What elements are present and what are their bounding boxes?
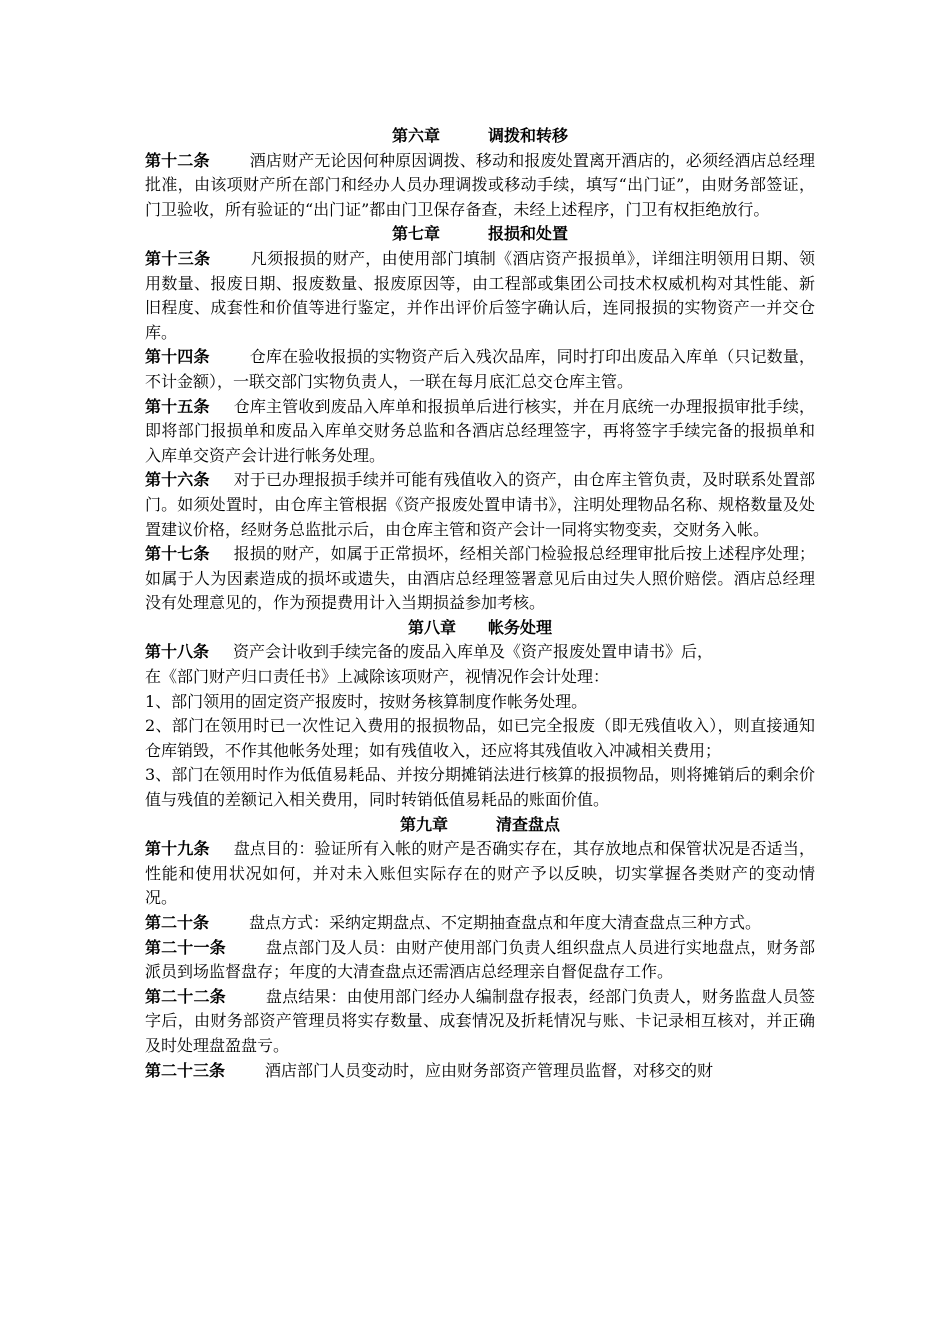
article-23 — [145, 1059, 815, 1084]
chapter-7-title: 第七章 报损和处置 — [391, 224, 568, 244]
article-15-text: 仓库主管收到废品入库单和报损单后进行核实，并在月底统一办理报损审批手续，即将部门报损单和废品入库单交财务总监和各酒店总经理签字，再将签字手续完备的报损单和入库单交资产会计进行帐务处理。 — [145, 396, 815, 465]
article-17 — [145, 542, 815, 616]
article-18-text-1: 资产会计收到手续完备的废品入库单及《资产报废处置申请书》后， — [233, 642, 714, 662]
article-20-label: 第二十条 — [145, 913, 210, 932]
chapter-8-title: 第八章 帐务处理 — [407, 617, 552, 637]
document-page — [145, 124, 815, 1083]
article-21-label: 第二十一条 — [145, 937, 226, 957]
chapter-9-title: 第九章 清查盘点 — [399, 814, 560, 834]
article-17-label: 第十七条 — [145, 544, 210, 564]
article-20 — [145, 911, 815, 936]
article-19-text: 盘点目的：验证所有入帐的财产是否确实存在，其存放地点和保管状况是否适当，性能和使用状况如何，并对未入账但实际存在的财产予以反映，切实掌握各类财产的变动情况。 — [145, 839, 815, 908]
article-13 — [145, 247, 815, 345]
article-18 — [145, 640, 815, 689]
article-18-text-2: 在《部门财产归口责任书》上减除该项财产，视情况作会计处理： — [145, 667, 610, 687]
article-21-text: 盘点部门及人员：由财产使用部门负责人组织盘点人员进行实地盘点，财务部派员到场监督盘存；年度的大清查盘点还需酒店总经理亲自督促盘存工作。 — [145, 937, 815, 982]
article-16 — [145, 468, 815, 542]
article-18-item-3: 3、部门在领用时作为低值易耗品、并按分期摊销法进行核算的报损物品，则将摊销后的剩余价值与残值的差额记入相关费用，同时转销低值易耗品的账面价值。 — [145, 765, 815, 810]
article-18-item-2: 2、部门在领用时已一次性记入费用的报损物品，如已完全报废（即无残值收入），则直接通知仓库销毁，不作其他帐务处理；如有残值收入，还应将其残值收入冲减相关费用； — [145, 716, 815, 760]
article-14 — [145, 345, 815, 394]
article-22 — [145, 985, 815, 1059]
article-15 — [145, 395, 815, 469]
article-14-text: 仓库在验收报损的实物资产后入残次品库，同时打印出废品入库单（只记数量，不计金额），一联交部门实物负责人，一联在每月底汇总交仓库主管。 — [145, 347, 815, 391]
article-13-text: 凡须报损的财产，由使用部门填制《酒店资产报损单》，详细注明领用日期、领用数量、报废日期、报废数量、报废原因等，由工程部或集团公司技术权威机构对其性能、新旧程度、成套性和价值等进行鉴定，并作出评价后签字确认后，连同报损的实物资产一并交仓库。 — [145, 248, 815, 342]
article-19 — [145, 837, 815, 911]
article-14-label: 第十四条 — [145, 347, 210, 367]
article-19-label: 第十九条 — [145, 839, 210, 859]
article-18-label: 第十八条 — [145, 642, 210, 662]
article-16-text: 对于已办理报损手续并可能有残值收入的资产，由仓库主管负责，及时联系处置部门。如须处置时，由仓库主管根据《资产报废处置申请书》，注明处理物品名称、规格数量及处置建议价格，经财务总监批示后，由仓库主管和资产会计一同将实物变卖，交财务入帐。 — [145, 470, 815, 539]
article-23-label: 第二十三条 — [145, 1060, 226, 1080]
article-22-label: 第二十二条 — [145, 986, 226, 1006]
article-20-text: 盘点方式：采纳定期盘点、不定期抽查盘点和年度大清查盘点三种方式。 — [249, 913, 762, 932]
article-18-item-1: 1、部门领用的固定资产报废时，按财务核算制度作帐务处理。 — [145, 691, 588, 711]
article-23-text: 酒店部门人员变动时，应由财务部资产管理员监督，对移交的财 — [265, 1060, 714, 1080]
article-12 — [145, 149, 815, 223]
article-15-label: 第十五条 — [145, 396, 210, 416]
article-12-text: 酒店财产无论因何种原因调拨、移动和报废处置离开酒店的，必须经酒店总经理批准，由该项财产所在部门和经办人员办理调拨或移动手续，填写“出门证”，由财务部签证，门卫验收，所有验证的“出门证”都由门卫保存备查，未经上述程序，门卫有权拒绝放行。 — [145, 150, 815, 219]
article-12-label: 第十二条 — [145, 150, 210, 170]
article-17-text: 报损的财产，如属于正常损坏，经相关部门检验报总经理审批后按上述程序处理；如属于人为因素造成的损坏或遗失，由酒店总经理签署意见后由过失人照价赔偿。酒店总经理没有处理意见的，作为预提费用计入当期损益参加考核。 — [145, 544, 815, 613]
article-16-label: 第十六条 — [145, 470, 210, 490]
article-22-text: 盘点结果：由使用部门经办人编制盘存报表，经部门负责人，财务监盘人员签字后，由财务部资产管理员将实存数量、成套情况及折耗情况与账、卡记录相互核对，并正确及时处理盘盈盘亏。 — [145, 986, 815, 1055]
article-21 — [145, 936, 815, 985]
article-13-label: 第十三条 — [145, 248, 211, 268]
chapter-6-title: 第六章 调拨和转移 — [391, 126, 568, 145]
